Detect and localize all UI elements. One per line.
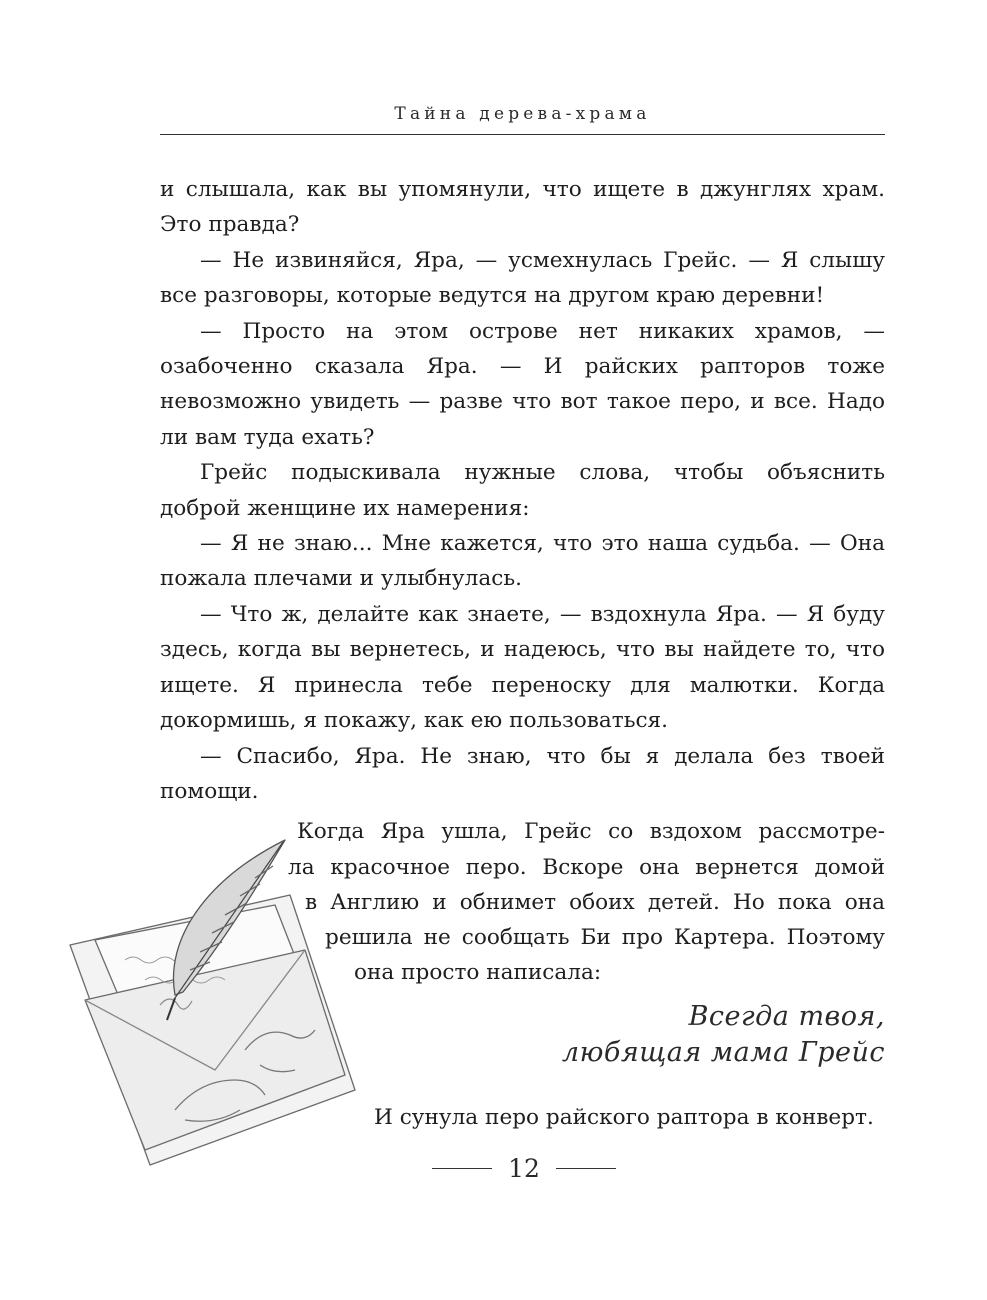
page-number-rule-right	[556, 1168, 616, 1169]
wrapped-line: она просто написала:	[354, 960, 602, 985]
paragraph: Грейс подыскивала нужные слова, чтобы объяснить доброй женщине их намерения:	[160, 460, 885, 521]
paragraph: — Что ж, делайте как знаете, — вздохнула Яра. — Я буду здесь, когда вы вернетесь, и надеюсь, что вы найдете то, что ищете. Я принесла тебе переноску для малютки. Когда докормишь, я покажу, как ею пользоваться.	[160, 601, 885, 734]
signature-line-1: Всегда твоя,	[688, 1001, 885, 1032]
wrapped-line: ла красочное перо. Вскоре она вернется домой	[288, 855, 885, 880]
paragraph: и слышала, как вы упомянули, что ищете в джунглях храм. Это правда?	[160, 177, 885, 238]
header-rule	[160, 134, 885, 135]
running-title: Тайна дерева-храма	[394, 104, 651, 124]
paragraph: — Я не знаю... Мне кажется, что это наша судьба. — Она пожала плечами и улыбнулась.	[160, 531, 885, 592]
body-text	[160, 172, 885, 809]
signature-line-2: любящая мама Грейс	[561, 1037, 885, 1068]
closing-line: И сунула перо райского раптора в конверт.	[374, 1105, 874, 1130]
page-number-value: 12	[508, 1153, 540, 1183]
paragraph: — Просто на этом острове нет никаких храмов, — озабоченно сказала Яра. — И райских рапторов тоже невозможно увидеть — разве что вот такое перо, и все. Надо ли вам туда ехать?	[160, 318, 885, 450]
paragraph: — Спасибо, Яра. Не знаю, что бы я делала без твоей помощи.	[160, 743, 885, 804]
page-number-rule-left	[432, 1168, 492, 1169]
wrapped-line: решила не сообщать Би про Картера. Поэтому	[325, 925, 885, 950]
paragraph: — Не извиняйся, Яра, — усмехнулась Грейс. — Я слышу все разговоры, которые ведутся на другом краю деревни!	[160, 247, 885, 309]
wrapped-line: Когда Яра ушла, Грейс со вздохом рассмотре-	[297, 819, 885, 844]
page-number	[429, 1150, 619, 1186]
wrapped-line: в Англию и обнимет обоих детей. Но пока она	[305, 890, 885, 915]
quill-envelope-sketch-icon	[55, 820, 385, 1180]
